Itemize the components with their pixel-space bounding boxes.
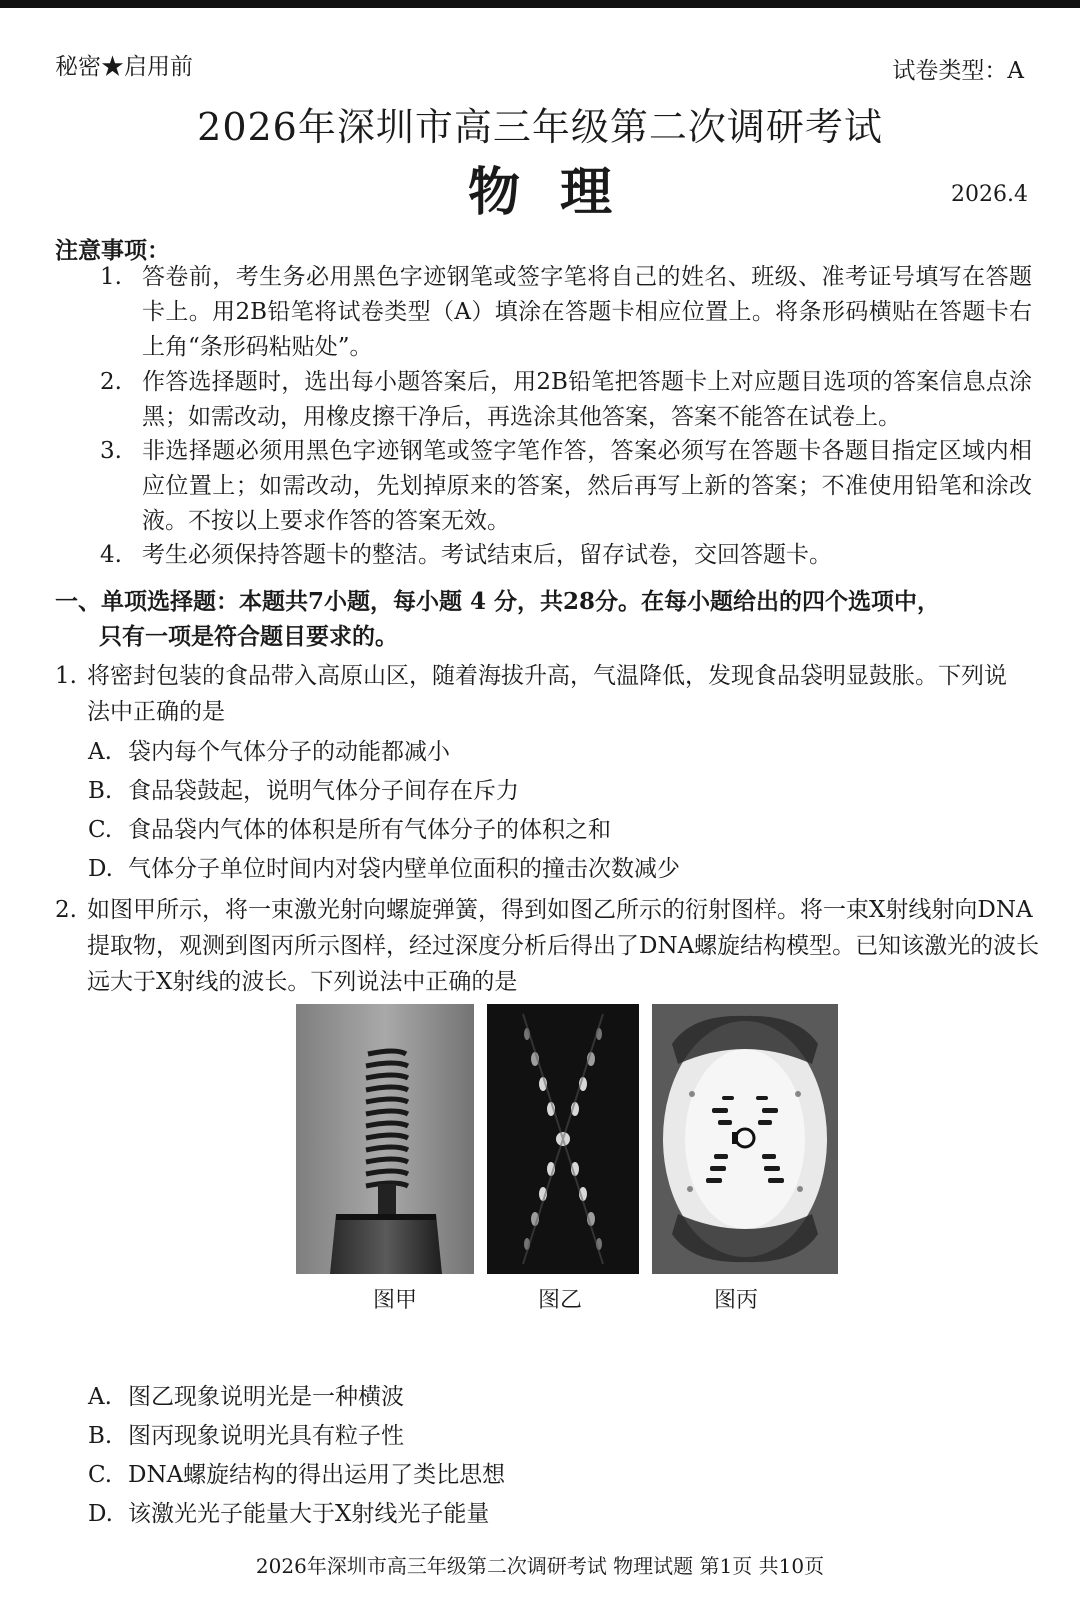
- q1-option-d: [88, 850, 680, 883]
- notice-item-text: 答卷前，考生务必用黑色字迹钢笔或签字笔将自己的姓名、班级、准考证号填写在答题卡上。用2B铅笔将试卷类型（A）填涂在答题卡相应位置上。将条形码横贴在答题卡右上角“条形码粘贴处”。: [142, 264, 1032, 360]
- notice-item-text: 考生必须保持答题卡的整洁。考试结束后，留存试卷，交回答题卡。: [142, 542, 832, 568]
- option-text: 食品袋内气体的体积是所有气体分子的体积之和: [128, 817, 611, 843]
- paper-type-label: 试卷类型：A: [892, 58, 1024, 84]
- figure-laser-diffraction: [487, 1004, 639, 1274]
- option-text: DNA螺旋结构的得出运用了类比思想: [128, 1462, 506, 1488]
- figure-xray-diffraction: [652, 1004, 838, 1274]
- notice-heading: 注意事项：: [55, 237, 170, 264]
- laser-diffraction-image: [487, 1004, 639, 1274]
- q2-option-b: [88, 1417, 404, 1450]
- figure-caption-bing: 图丙: [713, 1288, 758, 1313]
- question-2: [55, 892, 1040, 1000]
- notice-item-1: [100, 260, 1032, 365]
- figure-spring-photo: [296, 1004, 474, 1274]
- notice-item-3: [100, 434, 1032, 539]
- spring-image: [296, 1004, 474, 1274]
- question-number: 2.: [55, 897, 77, 923]
- section-heading-line1: 一、单项选择题：本题共7小题，每小题 4 分，共28分。在每小题给出的四个选项中，: [55, 588, 941, 615]
- subject-title: 物理: [467, 162, 652, 223]
- option-letter: D.: [88, 1501, 113, 1527]
- option-text: 袋内每个气体分子的动能都减小: [128, 739, 450, 765]
- exam-title: 2026年深圳市高三年级第二次调研考试: [197, 105, 883, 149]
- section-heading: [55, 584, 1040, 654]
- top-scan-edge: [0, 0, 1080, 8]
- question-1: [55, 658, 1015, 730]
- notice-item-text: 非选择题必须用黑色字迹钢笔或签字笔作答，答案必须写在答题卡各题目指定区域内相应位置上；如需改动，先划掉原来的答案，然后再写上新的答案；不准使用铅笔和涂改液。不按以上要求作答的答案无效。: [142, 438, 1032, 534]
- exam-date: 2026.4: [951, 182, 1028, 207]
- question-stem: 如图甲所示，将一束激光射向螺旋弹簧，得到如图乙所示的衍射图样。将一束X射线射向DNA提取物，观测到图丙所示图样，经过深度分析后得出了DNA螺旋结构模型。已知该激光的波长远大于X射线的波长。下列说法中正确的是: [87, 897, 1040, 995]
- notice-item-number: 3.: [100, 438, 122, 464]
- notice-item-number: 4.: [100, 542, 122, 568]
- confidential-label: 秘密★启用前: [55, 54, 193, 80]
- option-letter: C.: [88, 1462, 113, 1488]
- q2-option-c: [88, 1456, 505, 1489]
- figure-caption-jia: 图甲: [372, 1288, 417, 1313]
- option-letter: A.: [88, 1384, 112, 1410]
- q1-option-a: [88, 733, 450, 766]
- option-letter: C.: [88, 817, 113, 843]
- q1-option-b: [88, 772, 519, 805]
- notice-item-text: 作答选择题时，选出每小题答案后，用2B铅笔把答题卡上对应题目选项的答案信息点涂黑；如需改动，用橡皮擦干净后，再选涂其他答案，答案不能答在试卷上。: [142, 369, 1032, 430]
- option-letter: B.: [88, 1423, 113, 1449]
- question-number: 1.: [55, 663, 77, 689]
- option-text: 图乙现象说明光是一种横波: [128, 1384, 404, 1410]
- notice-item-2: [100, 365, 1032, 435]
- option-text: 该激光光子能量大于X射线光子能量: [128, 1501, 490, 1527]
- option-text: 气体分子单位时间内对袋内壁单位面积的撞击次数减少: [128, 856, 680, 882]
- xray-diffraction-image: [652, 1004, 838, 1274]
- option-letter: D.: [88, 856, 113, 882]
- notice-item-number: 1.: [100, 264, 122, 290]
- notice-item-number: 2.: [100, 369, 122, 395]
- q1-option-c: [88, 811, 611, 844]
- page-footer: 2026年深圳市高三年级第二次调研考试 物理试题 第1页 共10页: [255, 1554, 825, 1578]
- q2-option-a: [88, 1378, 404, 1411]
- option-text: 图丙现象说明光具有粒子性: [128, 1423, 404, 1449]
- section-heading-line2: 只有一项是符合题目要求的。: [99, 623, 398, 650]
- option-letter: A.: [88, 739, 112, 765]
- option-letter: B.: [88, 778, 113, 804]
- q2-option-d: [88, 1495, 489, 1528]
- notice-item-4: [100, 538, 1032, 573]
- figure-caption-yi: 图乙: [537, 1288, 582, 1313]
- question-stem: 将密封包装的食品带入高原山区，随着海拔升高，气温降低，发现食品袋明显鼓胀。下列说法中正确的是: [87, 663, 1007, 725]
- option-text: 食品袋鼓起，说明气体分子间存在斥力: [128, 778, 519, 804]
